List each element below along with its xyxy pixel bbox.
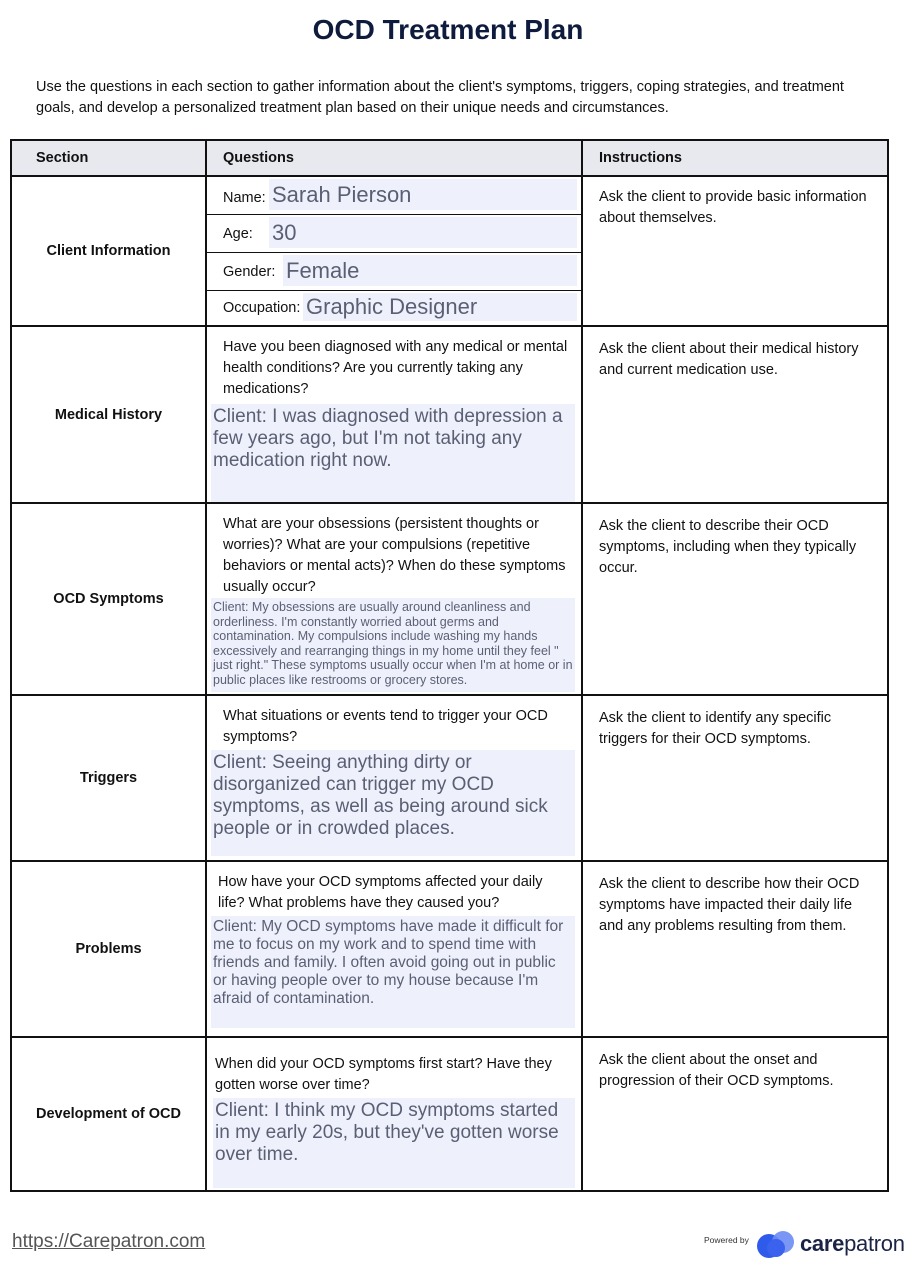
section-name: Medical History [11,326,206,503]
question-cell [206,503,582,695]
carepatron-link[interactable]: https://Carepatron.com [12,1231,206,1252]
answer-field[interactable]: Client: Seeing anything dirty or disorganized can trigger my OCD symptoms, as well as being around sick people or in crowded places. [211,750,575,856]
answer-field[interactable]: Client: I think my OCD symptoms started in my early 20s, but they've gotten worse over time. [213,1098,575,1188]
table-row-client-information [11,176,888,326]
gender-field[interactable]: Female [283,255,577,286]
treatment-plan-table [10,139,889,1192]
gender-field-row [207,253,581,291]
age-label: Age: [223,225,253,242]
answer-field[interactable]: Client: I was diagnosed with depression a few years ago, but I'm not taking any medication right now. [211,404,575,502]
table-row-triggers [11,695,888,861]
section-name: Development of OCD [11,1037,206,1191]
occupation-field-row [207,291,581,325]
carepatron-logo[interactable] [756,1228,905,1260]
instructions-text: Ask the client to identify any specific triggers for their OCD symptoms. [582,695,888,861]
section-name: OCD Symptoms [11,503,206,695]
name-field[interactable]: Sarah Pierson [269,179,577,210]
question-text: When did your OCD symptoms first start? Have they gotten worse over time? [215,1056,552,1093]
question-text: How have your OCD symptoms affected your daily life? What problems have they caused you? [218,874,543,911]
occupation-label: Occupation: [223,300,301,316]
question-cell [206,695,582,861]
section-name: Triggers [11,695,206,861]
question-text: What situations or events tend to trigger your OCD symptoms? [223,708,548,745]
header-questions: Questions [206,140,582,176]
header-section: Section [11,140,206,176]
question-cell [206,861,582,1037]
carepatron-logo-icon [756,1228,796,1260]
instructions-text: Ask the client about the onset and progression of their OCD symptoms. [582,1037,888,1191]
question-cell [206,1037,582,1191]
answer-field[interactable]: Client: My obsessions are usually around cleanliness and orderliness. I'm constantly worried about germs and contamination. My compulsions include washing my hands excessively and rearranging things in my home until they feel " just right." These symptoms usually occur when I'm at home or in public places like restrooms or grocery stores. [211,598,575,692]
page-title: OCD Treatment Plan [312,14,584,45]
logo-wordmark: carepatron [800,1231,905,1256]
instructions-text: Ask the client to describe their OCD symptoms, including when they typically occur. [582,503,888,695]
instructions-text: Ask the client about their medical history and current medication use. [582,326,888,503]
instructions-text: Ask the client to describe how their OCD symptoms have impacted their daily life and any problems resulting from them. [582,861,888,1037]
table-header-row [11,140,888,176]
table-row-ocd-symptoms [11,503,888,695]
question-cell [206,326,582,503]
table-row-problems [11,861,888,1037]
name-field-row [207,177,581,215]
section-name: Problems [11,861,206,1037]
age-field[interactable]: 30 [269,217,577,248]
instructions-text: Ask the client to provide basic information about themselves. [582,176,888,326]
section-name: Client Information [11,176,206,326]
name-label: Name: [223,189,266,206]
question-text: What are your obsessions (persistent thoughts or worries)? What are your compulsions (repetitive behaviors or mental acts)? When do these symptoms usually occur? [223,516,566,595]
table-row-development-of-ocd [11,1037,888,1191]
powered-by-label: Powered by [704,1235,749,1245]
occupation-field[interactable]: Graphic Designer [303,293,577,321]
client-info-fields [206,176,582,326]
answer-field[interactable]: Client: My OCD symptoms have made it difficult for me to focus on my work and to spend time with friends and family. I often avoid going out in public or having people over to my house because I'm afraid of contamination. [211,916,575,1028]
header-instructions: Instructions [582,140,888,176]
gender-label: Gender: [223,263,276,280]
table-row-medical-history [11,326,888,503]
question-text: Have you been diagnosed with any medical or mental health conditions? Are you currently taking any medications? [223,339,568,397]
intro-text: Use the questions in each section to gather information about the client's symptoms, triggers, coping strategies, and treatment goals, and develop a personalized treatment plan based on their unique needs and circumstances. [36,79,844,116]
age-field-row [207,215,581,253]
